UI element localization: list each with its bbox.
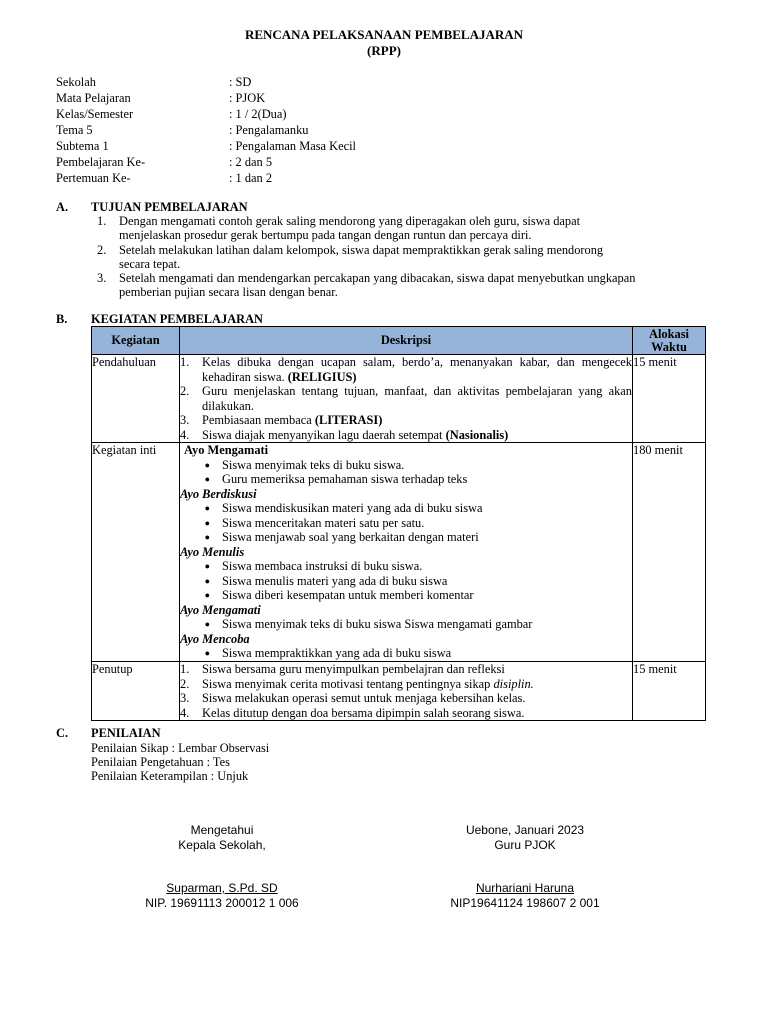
info-label: Pembelajaran Ke- — [56, 155, 146, 169]
list-item-text: Siswa mempraktikkan yang ada di buku siswa — [222, 646, 452, 660]
signature-right-nip: NIP19641124 198607 2 001 — [450, 896, 600, 910]
list-item-text: Kelas ditutup dengan doa bersama dipimpin salah seorang siswa. — [202, 705, 525, 720]
section-title: PENILAIAN — [91, 726, 161, 740]
table-row — [92, 355, 706, 443]
list-item-text: Kelas dibuka dengan ucapan salam, berdo’a, menanyakan kabar, dan mengecek kehadiran siswa. — [202, 355, 632, 384]
activity-name: Kegiatan inti — [92, 443, 180, 662]
activity-name: Penutup — [92, 662, 180, 721]
activity-table — [91, 326, 706, 721]
info-value: : Pengalamanku — [229, 123, 309, 137]
info-label: Tema 5 — [56, 123, 93, 137]
list-item-text: Siswa diajak menyanyikan lagu daerah setempat — [202, 427, 443, 442]
list-item-number: 3. — [180, 691, 190, 705]
list-item — [180, 530, 632, 545]
section-title: TUJUAN PEMBELAJARAN — [91, 200, 248, 214]
list-item-text: Siswa menjawab soal yang berkaitan dengan materi — [222, 530, 479, 544]
table-row — [92, 443, 706, 662]
section-letter: C. — [56, 726, 69, 740]
signature-left-line2: Kepala Sekolah, — [178, 838, 266, 852]
document-subtitle: (RPP) — [367, 43, 401, 58]
activity-heading: Ayo Berdiskusi — [180, 486, 257, 501]
list-item-text: Siswa menyimak cerita motivasi tentang pentingnya sikap — [202, 676, 491, 691]
time-allocation: 15 menit — [633, 355, 706, 443]
column-header: Deskripsi — [180, 327, 633, 355]
info-label: Mata Pelajaran — [56, 91, 131, 105]
signature-right-line1: Uebone, Januari 2023 — [465, 823, 585, 837]
activity-name: Pendahuluan — [92, 355, 180, 443]
character-value-label: (LITERASI) — [314, 413, 383, 427]
list-item-number: 4. — [180, 705, 190, 720]
list-item — [180, 428, 632, 443]
assessment-line: Penilaian Pengetahuan : Tes — [91, 755, 230, 769]
document-title: RENCANA PELAKSANAAN PEMBELAJARAN — [244, 27, 524, 42]
character-value-label: (Nasionalis) — [445, 427, 509, 442]
emphasis-text: disiplin. — [493, 676, 534, 691]
list-item-text: Guru memeriksa pemahaman siswa terhadap teks — [222, 472, 468, 486]
time-allocation: 15 menit — [633, 662, 706, 721]
list-item — [180, 516, 632, 531]
info-value: : Pengalaman Masa Kecil — [229, 139, 356, 153]
list-item-text: Siswa menyimak teks di buku siswa. — [222, 457, 405, 472]
signature-left-line1: Mengetahui — [190, 823, 254, 837]
signature-right-line2: Guru PJOK — [494, 838, 556, 852]
table-row — [92, 662, 706, 721]
list-item-number: 1. — [180, 355, 190, 369]
list-item-number: 2. — [180, 384, 190, 398]
list-item-text: Siswa menulis materi yang ada di buku siswa — [222, 573, 448, 588]
info-value: : 1 dan 2 — [229, 171, 273, 185]
bullet-icon: ● — [204, 532, 210, 542]
list-item: secara tepat. — [119, 257, 181, 271]
signer-name: Nurhariani Haruna — [475, 881, 575, 895]
activity-description — [180, 662, 633, 721]
list-item — [180, 706, 632, 721]
list-item — [180, 501, 632, 516]
activity-description — [180, 443, 633, 662]
list-item-text: Pembiasaan membaca — [202, 413, 312, 427]
bullet-icon: ● — [204, 619, 210, 629]
column-header: Alokasi Waktu — [633, 327, 706, 355]
list-item — [180, 559, 632, 574]
activity-description — [180, 355, 633, 443]
signature-left-nip: NIP. 19691113 200012 1 006 — [145, 896, 299, 910]
list-item — [180, 588, 632, 603]
list-item-text: Siswa diberi kesempatan untuk memberi komentar — [222, 588, 474, 602]
list-item: Dengan mengamati contoh gerak saling mendorong yang diperagakan oleh guru, siswa dapat — [119, 214, 581, 228]
list-item-number: 1. — [97, 214, 107, 228]
info-value: : PJOK — [229, 91, 266, 105]
list-item-text: Siswa bersama guru menyimpulkan pembelajran dan refleksi — [202, 662, 505, 676]
activity-heading: Ayo Menulis — [180, 544, 245, 559]
signature-right-name — [425, 881, 625, 896]
assessment-line: Penilaian Keterampilan : Unjuk — [91, 769, 249, 783]
activity-heading: Ayo Mengamati — [180, 602, 261, 617]
list-item — [180, 384, 632, 413]
section-title: KEGIATAN PEMBELAJARAN — [91, 312, 263, 326]
list-item-text: Siswa mendiskusikan materi yang ada di buku siswa — [222, 501, 483, 515]
list-item-number: 3. — [180, 413, 190, 427]
list-item-number: 2. — [180, 676, 190, 691]
info-value: : 1 / 2(Dua) — [229, 107, 287, 121]
list-item — [180, 472, 632, 487]
list-item-text: Siswa menyimak teks di buku siswa Siswa mengamati gambar — [222, 617, 533, 631]
list-item: menjelaskan prosedur gerak bertumpu pada tangan dengan runtun dan percaya diri. — [119, 228, 532, 242]
info-label: Kelas/Semester — [56, 107, 134, 121]
list-item-text: Siswa menceritakan materi satu per satu. — [222, 515, 425, 530]
bullet-icon: ● — [204, 561, 210, 571]
list-item: Setelah melakukan latihan dalam kelompok, siswa dapat mempraktikkan gerak saling mendorong — [119, 243, 604, 257]
bullet-icon: ● — [204, 517, 210, 528]
list-item-number: 2. — [97, 243, 107, 257]
list-item — [180, 691, 632, 706]
signer-name: Suparman, S.Pd. SD — [166, 881, 278, 895]
activity-heading: Ayo Mengamati — [184, 443, 269, 457]
bullet-icon: ● — [204, 474, 210, 484]
list-item — [180, 662, 632, 677]
info-label: Pertemuan Ke- — [56, 171, 131, 185]
list-item — [180, 355, 632, 384]
bullet-icon: ● — [204, 648, 210, 658]
list-item-text: Siswa melakukan operasi semut untuk menjaga kebersihan kelas. — [202, 691, 526, 705]
bullet-icon: ● — [204, 503, 210, 513]
section-letter: A. — [56, 200, 69, 214]
list-item-number: 3. — [97, 271, 107, 285]
list-item-number: 4. — [180, 427, 190, 442]
character-value-label: (RELIGIUS) — [287, 369, 357, 384]
list-item — [180, 617, 632, 632]
signature-left-name — [122, 881, 322, 896]
info-label: Subtema 1 — [56, 139, 109, 153]
info-label: Sekolah — [56, 75, 96, 89]
list-item — [180, 677, 632, 692]
list-item — [180, 574, 632, 589]
activity-heading: Ayo Mencoba — [180, 631, 250, 646]
list-item: pemberian pujian secara lisan dengan benar. — [119, 285, 338, 299]
info-value: : SD — [229, 75, 252, 89]
list-item — [180, 413, 632, 428]
list-item: Setelah mengamati dan mendengarkan percakapan yang dibacakan, siswa dapat menyebutkan ungkapan — [119, 271, 636, 285]
info-value: : 2 dan 5 — [229, 155, 273, 169]
list-item — [180, 458, 632, 473]
list-item-number: 1. — [180, 662, 190, 676]
list-item — [180, 646, 632, 661]
column-header: Kegiatan — [92, 327, 180, 355]
bullet-icon: ● — [204, 459, 210, 470]
time-allocation: 180 menit — [633, 443, 706, 662]
list-item-text: Guru menjelaskan tentang tujuan, manfaat, dan aktivitas pembelajaran yang akan dilakukan. — [202, 384, 632, 413]
section-letter: B. — [56, 312, 68, 326]
bullet-icon: ● — [204, 575, 210, 586]
assessment-line: Penilaian Sikap : Lembar Observasi — [91, 741, 270, 755]
list-item-text: Siswa membaca instruksi di buku siswa. — [222, 559, 423, 573]
table-header-row — [92, 327, 706, 355]
bullet-icon: ● — [204, 590, 210, 600]
